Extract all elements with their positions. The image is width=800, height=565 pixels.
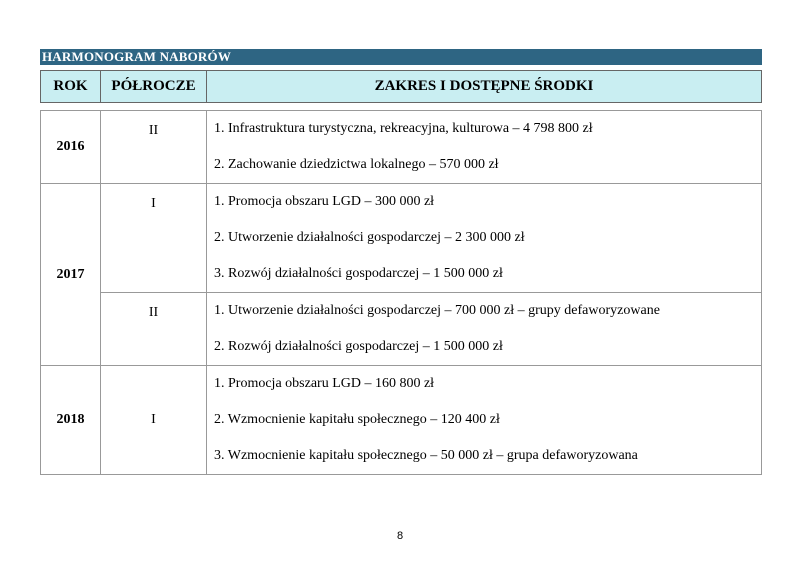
year-cell: 2018 — [41, 366, 101, 475]
schedule-header — [40, 70, 762, 103]
list-item: 1. Promocja obszaru LGD – 160 800 zł — [214, 376, 435, 391]
items-cell — [207, 184, 762, 293]
header-rok: ROK — [41, 71, 101, 103]
list-item: 3. Wzmocnienie kapitału społecznego – 50 000 zł – grupa defaworyzowana — [214, 448, 638, 463]
list-item: 1. Utworzenie działalności gospodarczej – 700 000 zł – grupy defaworyzowane — [214, 303, 660, 318]
half-cell: I — [101, 366, 207, 475]
list-item: 1. Promocja obszaru LGD – 300 000 zł — [214, 194, 435, 209]
table-row — [41, 293, 762, 366]
list-item: 2. Rozwój działalności gospodarczej – 1 500 000 zł — [214, 339, 503, 354]
schedule-table — [40, 110, 762, 475]
half-cell: I — [101, 184, 207, 293]
items-cell — [207, 111, 762, 184]
year-cell: 2016 — [41, 111, 101, 184]
year-cell: 2017 — [41, 184, 101, 366]
table-row — [41, 111, 762, 184]
header-polrocze: PÓŁROCZE — [101, 71, 207, 103]
section-title: HARMONOGRAM NABORÓW — [40, 49, 762, 65]
items-cell — [207, 293, 762, 366]
page-number: 8 — [396, 530, 404, 542]
table-row — [41, 366, 762, 475]
table-row — [41, 184, 762, 293]
header-zakres: ZAKRES I DOSTĘPNE ŚRODKI — [207, 71, 762, 103]
list-item: 2. Utworzenie działalności gospodarczej – 2 300 000 zł — [214, 230, 525, 245]
list-item: 2. Zachowanie dziedzictwa lokalnego – 570 000 zł — [214, 157, 499, 172]
items-cell — [207, 366, 762, 475]
half-cell: II — [101, 293, 207, 366]
list-item: 2. Wzmocnienie kapitału społecznego – 120 400 zł — [214, 412, 500, 427]
list-item: 3. Rozwój działalności gospodarczej – 1 500 000 zł — [214, 266, 503, 281]
list-item: 1. Infrastruktura turystyczna, rekreacyjna, kulturowa – 4 798 800 zł — [214, 121, 593, 136]
half-cell: II — [101, 111, 207, 184]
